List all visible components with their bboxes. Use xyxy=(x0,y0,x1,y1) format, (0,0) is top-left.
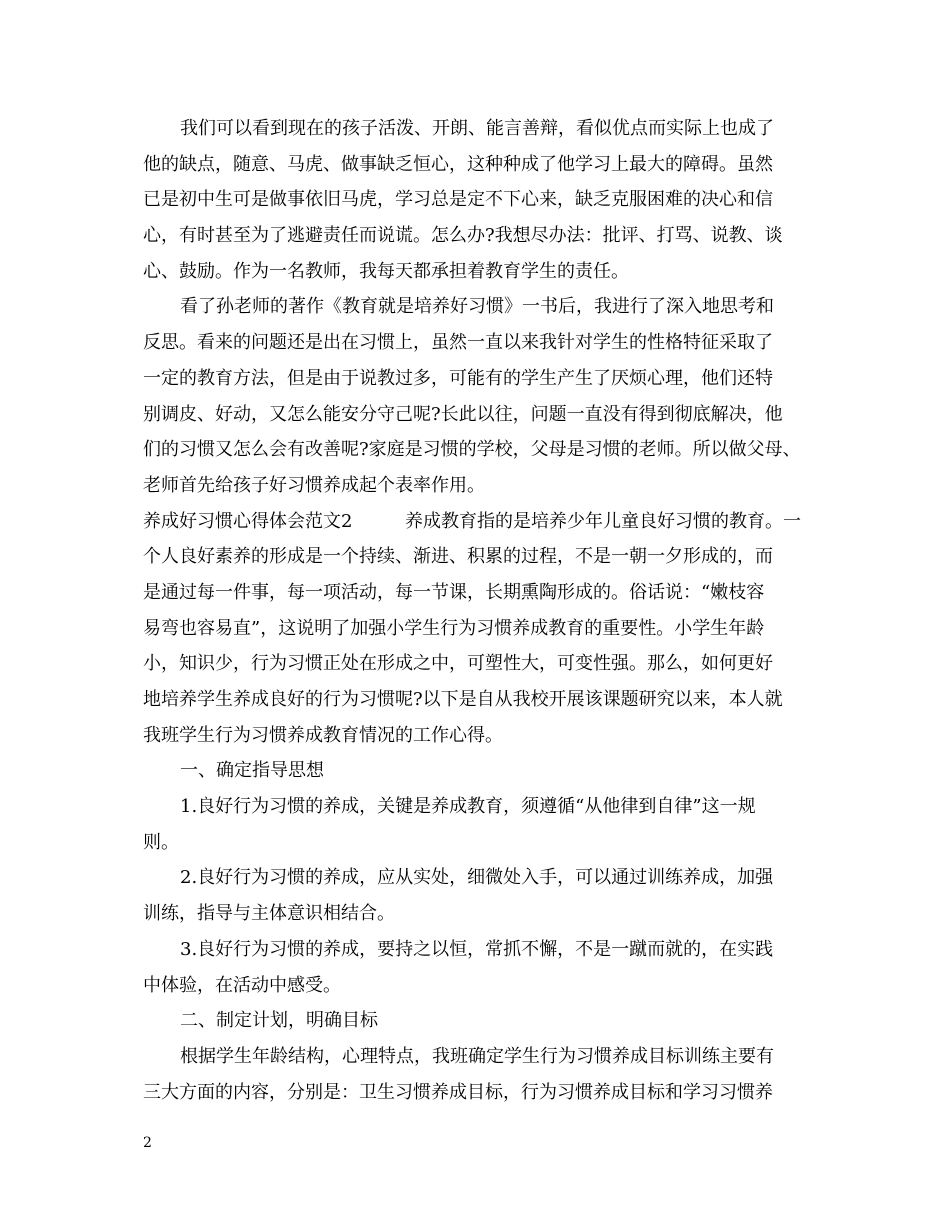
text-line: 我班学生行为习惯养成教育情况的工作心得。 xyxy=(143,724,503,746)
heading-line: 一、确定指导思想 xyxy=(180,760,324,782)
section-title: 养成好习惯心得体会范文2 xyxy=(143,510,353,532)
text-line: 老师首先给孩子好习惯养成起个表率作用。 xyxy=(143,474,485,496)
text-line: 他的缺点，随意、马虎、做事缺乏恒心，这种种成了他学习上最大的障碍。虽然 xyxy=(143,153,773,175)
list-item-line: 3.良好行为习惯的养成，要持之以恒，常抓不懈，不是一蹴而就的，在实践 xyxy=(180,938,774,960)
text-line: 反思。看来的问题还是出在习惯上，虽然一直以来我针对学生的性格特征采取了 xyxy=(143,332,773,354)
section-title-line xyxy=(143,504,808,540)
text-line: 别调皮、好动，又怎么能安分守己呢?长此以往，问题一直没有得到彻底解决，他 xyxy=(143,403,783,425)
text-line: 小，知识少，行为习惯正处在形成之中，可塑性大，可变性强。那么，如何更好 xyxy=(143,653,773,675)
heading-line: 二、制定计划，明确目标 xyxy=(180,1010,378,1032)
text-line: 一定的教育方法，但是由于说教过多，可能有的学生产生了厌烦心理，他们还特 xyxy=(143,367,773,389)
section-title-text: 养成教育指的是培养少年儿童良好习惯的教育。一 xyxy=(405,510,801,532)
text-line: 中体验，在活动中感受。 xyxy=(143,974,341,996)
list-item-line: 1.良好行为习惯的养成，关键是养成教育，须遵循“从他律到自律”这一规 xyxy=(180,796,756,818)
text-line: 训练，指导与主体意识相结合。 xyxy=(143,903,395,925)
text-line: 地培养学生养成良好的行为习惯呢?以下是自从我校开展该课题研究以来，本人就 xyxy=(143,689,783,710)
text-line: 心、鼓励。作为一名教师，我每天都承担着教育学生的责任。 xyxy=(143,260,629,282)
page-number: 2 xyxy=(143,1135,152,1151)
text-line: 根据学生年龄结构，心理特点，我班确定学生行为习惯养成目标训练主要有 xyxy=(180,1045,774,1067)
text-line: 心，有时甚至为了逃避责任而说谎。怎么办?我想尽办法：批评、打骂、说教、谈 xyxy=(143,225,783,247)
text-line: 已是初中生可是做事依旧马虎，学习总是定不下心来，缺乏克服困难的决心和信 xyxy=(143,189,773,211)
text-line: 个人良好素养的形成是一个持续、渐进、积累的过程，不是一朝一夕形成的，而 xyxy=(143,546,773,568)
text-line: 则。 xyxy=(143,831,179,853)
text-line: 是通过每一件事，每一项活动，每一节课，长期熏陶形成的。俗话说：“嫩枝容 xyxy=(143,581,765,603)
list-item-line: 2.良好行为习惯的养成，应从实处，细微处入手，可以通过训练养成，加强 xyxy=(180,867,774,889)
document-body xyxy=(143,111,808,1110)
text-line: 看了孙老师的著作《教育就是培养好习惯》一书后，我进行了深入地思考和 xyxy=(180,296,774,318)
text-line: 易弯也容易直”，这说明了加强小学生行为习惯养成教育的重要性。小学生年龄 xyxy=(143,617,765,639)
text-line: 们的习惯又怎么会有改善呢?家庭是习惯的学校，父母是习惯的老师。所以做父母、 xyxy=(143,439,801,461)
text-line: 我们可以看到现在的孩子活泼、开朗、能言善辩，看似优点而实际上也成了 xyxy=(180,118,774,139)
text-line: 三大方面的内容，分别是：卫生习惯养成目标，行为习惯养成目标和学习习惯养 xyxy=(143,1081,773,1103)
